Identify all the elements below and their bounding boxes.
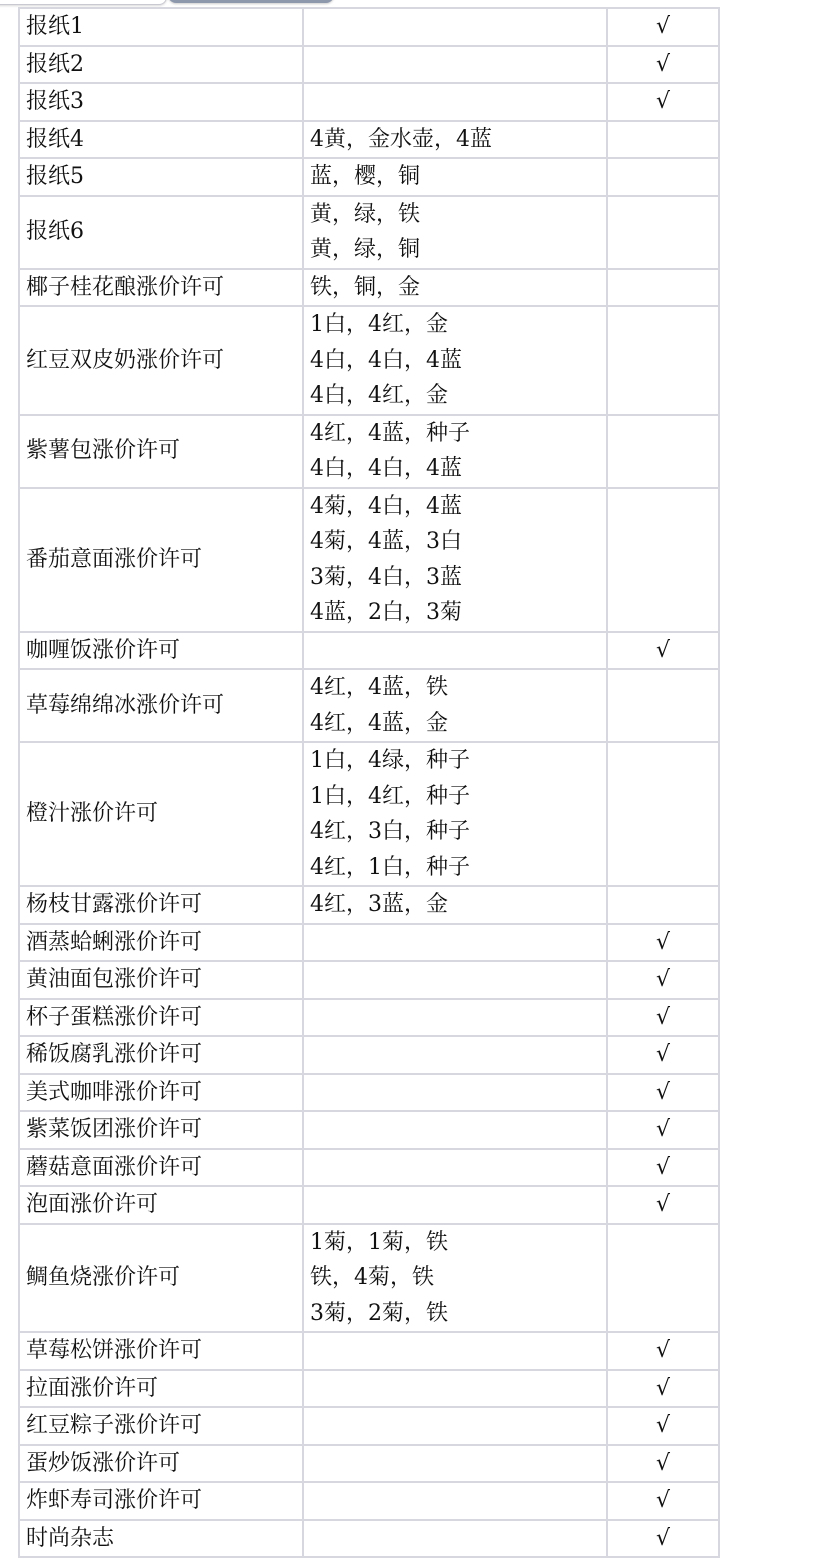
check-cell — [607, 1224, 719, 1333]
material-line: 4蓝，2白，3菊 — [310, 600, 462, 625]
materials-cell — [303, 1445, 607, 1483]
check-cell — [607, 961, 719, 999]
materials-cell — [303, 196, 607, 269]
materials-cell — [303, 415, 607, 488]
table-row — [19, 1407, 719, 1445]
check-mark: √ — [655, 1375, 671, 1401]
check-mark: √ — [655, 1042, 671, 1067]
item-name-cell: 紫菜饭团涨价许可 — [19, 1111, 303, 1149]
item-name-cell: 报纸4 — [19, 121, 303, 159]
material-line: 3菊，2菊，铁 — [310, 1300, 448, 1326]
material-line: 4菊，4蓝，3白 — [310, 529, 462, 554]
item-name-cell: 报纸5 — [19, 158, 303, 196]
materials-cell — [303, 886, 607, 924]
item-name-cell: 草莓松饼涨价许可 — [19, 1332, 303, 1370]
check-cell — [607, 1370, 719, 1408]
table-row — [19, 306, 719, 415]
item-name-cell: 美式咖啡涨价许可 — [19, 1074, 303, 1112]
material-line: 4红，3蓝，金 — [310, 892, 448, 917]
check-mark: √ — [655, 1525, 671, 1551]
item-name-cell: 杯子蛋糕涨价许可 — [19, 999, 303, 1037]
top-tab-left[interactable] — [0, 0, 167, 5]
check-cell — [607, 269, 719, 307]
material-line: 1菊，1菊，铁 — [310, 1229, 448, 1255]
item-name-cell: 拉面涨价许可 — [19, 1370, 303, 1408]
material-line: 4白，4白，4蓝 — [310, 347, 462, 373]
check-mark: √ — [655, 14, 671, 39]
material-line: 1白，4红，种子 — [310, 783, 470, 809]
item-name-cell: 酒蒸蛤蜊涨价许可 — [19, 924, 303, 962]
table-row — [19, 196, 719, 269]
materials-cell — [303, 632, 607, 670]
material-line: 蓝，樱，铜 — [310, 164, 421, 189]
material-line: 4黄，金水壶，4蓝 — [310, 126, 492, 152]
table-row — [19, 488, 719, 632]
check-mark: √ — [655, 929, 671, 955]
item-name-cell: 泡面涨价许可 — [19, 1186, 303, 1224]
table-row — [19, 1149, 719, 1187]
check-cell — [607, 1520, 719, 1558]
materials-cell — [303, 121, 607, 159]
material-line: 4白，4红，金 — [310, 383, 448, 408]
materials-cell — [303, 8, 607, 46]
material-line: 4红，4蓝，种子 — [310, 420, 470, 446]
check-cell — [607, 488, 719, 632]
check-cell — [607, 669, 719, 742]
materials-cell — [303, 158, 607, 196]
check-cell — [607, 415, 719, 488]
check-cell — [607, 1482, 719, 1520]
check-mark: √ — [655, 1338, 671, 1363]
item-name-cell: 红豆粽子涨价许可 — [19, 1407, 303, 1445]
item-name-cell: 黄油面包涨价许可 — [19, 961, 303, 999]
materials-cell — [303, 1407, 607, 1445]
materials-cell — [303, 1036, 607, 1074]
table-row — [19, 1036, 719, 1074]
item-name-cell: 报纸2 — [19, 46, 303, 84]
check-cell — [607, 1445, 719, 1483]
check-cell — [607, 196, 719, 269]
check-mark: √ — [655, 1192, 671, 1217]
table-row — [19, 1482, 719, 1520]
check-mark: √ — [655, 1413, 671, 1438]
material-line: 4红，4蓝，金 — [310, 710, 448, 736]
item-name-cell: 椰子桂花酿涨价许可 — [19, 269, 303, 307]
material-line: 4红，3白，种子 — [310, 819, 470, 844]
check-mark: √ — [655, 51, 671, 77]
material-line: 1白，4绿，种子 — [310, 748, 470, 773]
material-line: 4红，4蓝，铁 — [310, 675, 448, 700]
material-line: 铁，铜，金 — [310, 274, 421, 300]
materials-cell — [303, 46, 607, 84]
table-row — [19, 886, 719, 924]
table-row — [19, 1186, 719, 1224]
table-row — [19, 1520, 719, 1558]
materials-cell — [303, 488, 607, 632]
item-name-cell: 番茄意面涨价许可 — [19, 488, 303, 632]
check-mark: √ — [655, 967, 671, 992]
check-mark: √ — [655, 1488, 671, 1513]
item-name-cell: 鲷鱼烧涨价许可 — [19, 1224, 303, 1333]
check-cell — [607, 83, 719, 121]
check-cell — [607, 1186, 719, 1224]
material-line: 4白，4白，4蓝 — [310, 456, 462, 481]
materials-cell — [303, 1149, 607, 1187]
table-row — [19, 742, 719, 886]
materials-cell — [303, 1520, 607, 1558]
check-cell — [607, 742, 719, 886]
table-row — [19, 669, 719, 742]
table-row — [19, 269, 719, 307]
materials-cell — [303, 742, 607, 886]
table-row — [19, 924, 719, 962]
materials-cell — [303, 961, 607, 999]
check-cell — [607, 46, 719, 84]
check-mark: √ — [655, 1004, 671, 1030]
table-row — [19, 158, 719, 196]
table-row — [19, 83, 719, 121]
material-line: 黄，绿，铜 — [310, 237, 421, 262]
item-table — [18, 7, 720, 1558]
material-line: 1白，4红，金 — [310, 312, 448, 337]
table-row — [19, 961, 719, 999]
table-row — [19, 999, 719, 1037]
item-name-cell: 时尚杂志 — [19, 1520, 303, 1558]
item-name-cell: 稀饭腐乳涨价许可 — [19, 1036, 303, 1074]
table-row — [19, 1224, 719, 1333]
item-name-cell: 红豆双皮奶涨价许可 — [19, 306, 303, 415]
item-name-cell: 紫薯包涨价许可 — [19, 415, 303, 488]
materials-cell — [303, 83, 607, 121]
table-row — [19, 46, 719, 84]
check-cell — [607, 1149, 719, 1187]
materials-cell — [303, 1186, 607, 1224]
check-mark: √ — [655, 89, 671, 114]
materials-cell — [303, 1111, 607, 1149]
item-name-cell: 报纸3 — [19, 83, 303, 121]
materials-cell — [303, 1370, 607, 1408]
item-name-cell: 报纸1 — [19, 8, 303, 46]
check-cell — [607, 632, 719, 670]
item-name-cell: 蘑菇意面涨价许可 — [19, 1149, 303, 1187]
check-cell — [607, 924, 719, 962]
check-mark: √ — [655, 1154, 671, 1180]
table-row — [19, 1074, 719, 1112]
check-cell — [607, 1111, 719, 1149]
item-name-cell: 蛋炒饭涨价许可 — [19, 1445, 303, 1483]
check-cell — [607, 1074, 719, 1112]
materials-cell — [303, 306, 607, 415]
materials-cell — [303, 1482, 607, 1520]
table-row — [19, 415, 719, 488]
item-name-cell: 咖喱饭涨价许可 — [19, 632, 303, 670]
materials-cell — [303, 1332, 607, 1370]
check-cell — [607, 886, 719, 924]
materials-cell — [303, 999, 607, 1037]
check-cell — [607, 306, 719, 415]
table-row — [19, 1445, 719, 1483]
check-cell — [607, 1036, 719, 1074]
check-cell — [607, 999, 719, 1037]
top-tab-right[interactable] — [168, 0, 334, 3]
materials-cell — [303, 1074, 607, 1112]
check-mark: √ — [655, 637, 671, 663]
check-mark: √ — [655, 1450, 671, 1476]
table-body — [19, 8, 719, 1557]
item-name-cell: 炸虾寿司涨价许可 — [19, 1482, 303, 1520]
check-cell — [607, 8, 719, 46]
materials-cell — [303, 669, 607, 742]
check-cell — [607, 121, 719, 159]
material-line: 3菊，4白，3蓝 — [310, 564, 462, 590]
material-line: 4红，1白，种子 — [310, 854, 470, 880]
check-cell — [607, 1332, 719, 1370]
item-name-cell: 橙汁涨价许可 — [19, 742, 303, 886]
table-row — [19, 1332, 719, 1370]
item-name-cell: 杨枝甘露涨价许可 — [19, 886, 303, 924]
material-line: 黄，绿，铁 — [310, 201, 421, 227]
material-line: 铁，4菊，铁 — [310, 1265, 434, 1290]
material-line: 4菊，4白，4蓝 — [310, 493, 462, 519]
table-row — [19, 1111, 719, 1149]
item-name-cell: 报纸6 — [19, 196, 303, 269]
materials-cell — [303, 269, 607, 307]
materials-cell — [303, 1224, 607, 1333]
table-row — [19, 1370, 719, 1408]
table-row — [19, 121, 719, 159]
table-row — [19, 8, 719, 46]
check-cell — [607, 1407, 719, 1445]
check-mark: √ — [655, 1079, 671, 1105]
table-row — [19, 632, 719, 670]
check-cell — [607, 158, 719, 196]
check-mark: √ — [655, 1117, 671, 1142]
item-name-cell: 草莓绵绵冰涨价许可 — [19, 669, 303, 742]
materials-cell — [303, 924, 607, 962]
